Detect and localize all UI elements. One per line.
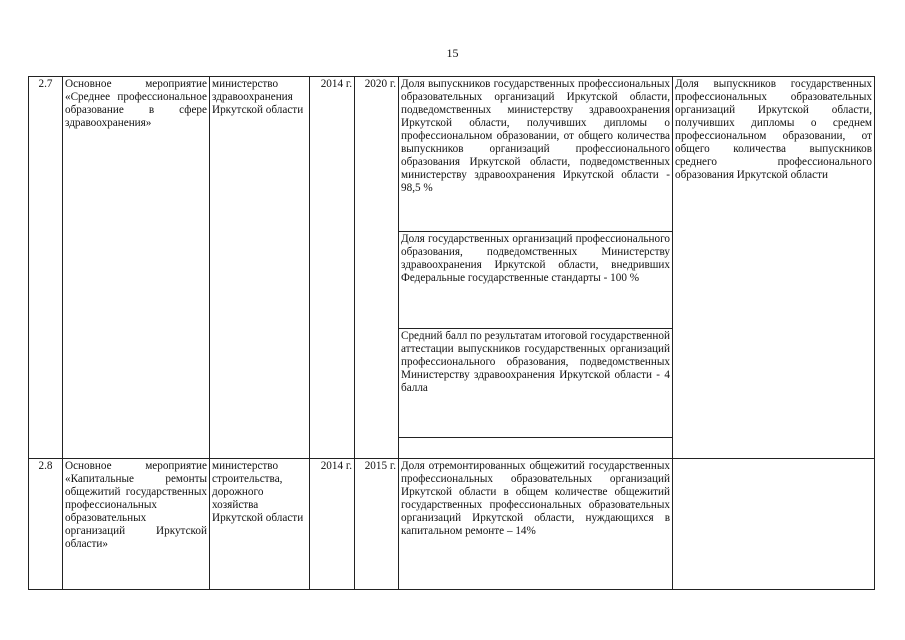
executor: министерство строительства, дорожного хозяйства Иркутской области: [210, 459, 310, 590]
empty-cell: [399, 438, 673, 459]
indicator-cell: Доля государственных организаций профессионального образования, подведомственных Министерству здравоохранения Иркутской области, внедривших Федеральные государственные стандарты - 100 %: [399, 232, 673, 329]
linked-indicator: [673, 459, 875, 590]
row-number: 2.8: [29, 459, 63, 590]
indicator-cell: Средний балл по результатам итоговой государственной аттестации выпускников государственных организаций профессионального образования, подведомственных Министерству здравоохранения Иркутской области - 4 балла: [399, 329, 673, 438]
executor: министерство здравоохранения Иркутской области: [210, 77, 310, 459]
end-year: 2015 г.: [355, 459, 399, 590]
measure-name: Основное мероприятие «Капитальные ремонты общежитий государственных профессиональных образовательных организаций Иркутской области»: [63, 459, 210, 590]
indicator-cell: Доля отремонтированных общежитий государственных профессиональных образовательных организаций Иркутской области в общем количестве общежитий государственных профессиональных образовательных организаций Иркутской области, нуждающихся в капитальном ремонте – 14%: [399, 459, 673, 590]
end-year: 2020 г.: [355, 77, 399, 459]
table-row: [29, 77, 875, 232]
indicator-cell: Доля выпускников государственных профессиональных образовательных организаций Иркутской области, подведомственных министерству здравоохранения Иркутской области, получивших дипломы о профессиональном образовании, от общего количества выпускников организаций профессионального образования Иркутской области, подведомственных министерству здравоохранения Иркутской области - 98,5 %: [399, 77, 673, 232]
program-measures-table: [28, 76, 875, 590]
start-year: 2014 г.: [310, 459, 355, 590]
measure-name: Основное мероприятие «Среднее профессиональное образование в сфере здравоохранения»: [63, 77, 210, 459]
linked-indicator: Доля выпускников государственных профессиональных образовательных организаций Иркутской области, получивших дипломы о среднем профессиональном образовании, от общего количества выпускников среднего профессионального образования Иркутской области: [673, 77, 875, 459]
row-number: 2.7: [29, 77, 63, 459]
page-number: 15: [446, 46, 459, 60]
start-year: 2014 г.: [310, 77, 355, 459]
table-row: [29, 459, 875, 590]
